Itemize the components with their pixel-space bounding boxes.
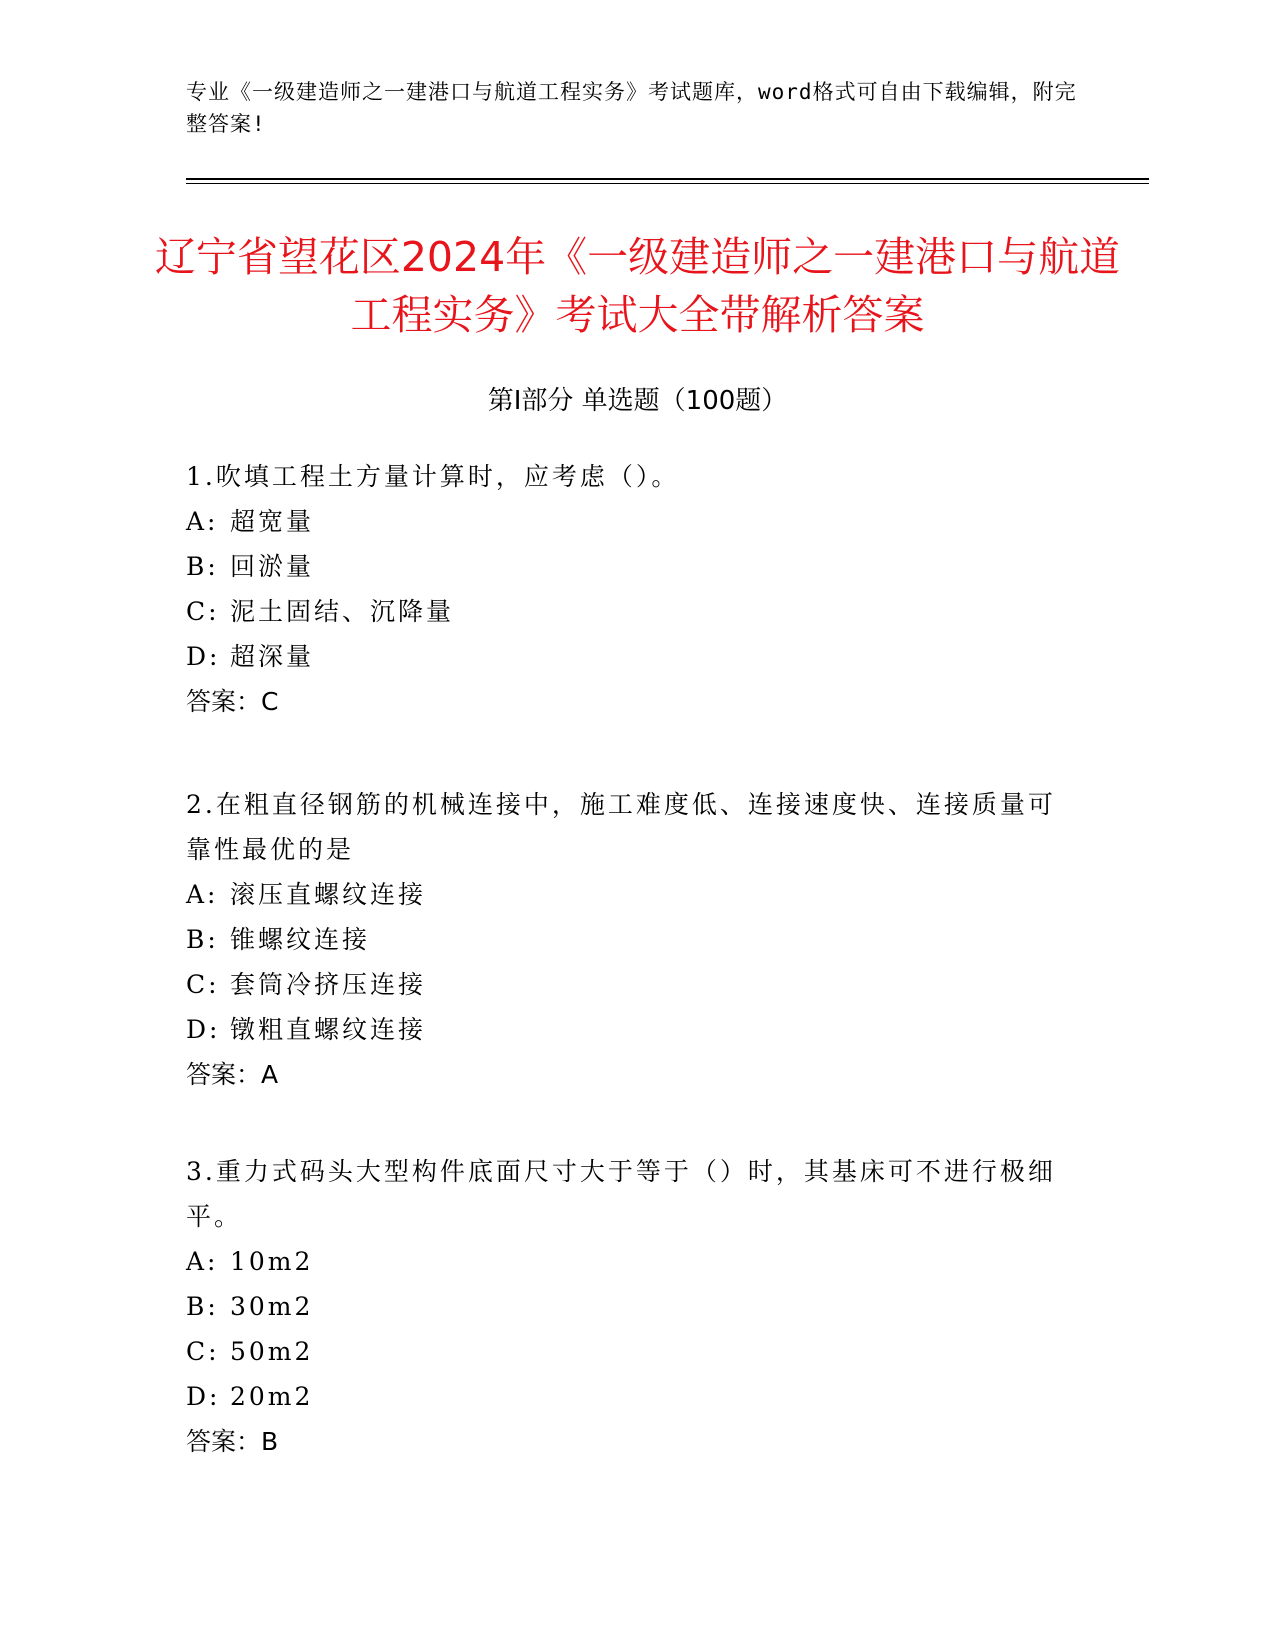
option-a (186, 872, 1066, 917)
answer: 答案：C (186, 687, 279, 716)
option-letter: C: (186, 970, 220, 999)
option-a (186, 499, 1066, 544)
document-title: 辽宁省望花区2024年《一级建造师之一建港口与航道工程实务》考试大全带解析答案 (154, 233, 1121, 339)
header-divider-thin (186, 183, 1149, 184)
option-c (186, 589, 1066, 634)
option-b (186, 917, 1066, 962)
option-d (186, 634, 1066, 679)
option-text: 50m2 (230, 1337, 314, 1366)
option-text: 滚压直螺纹连接 (230, 880, 427, 909)
option-letter: B: (186, 925, 219, 954)
option-text: 回淤量 (230, 552, 315, 581)
option-letter: D: (186, 1382, 221, 1411)
option-letter: D: (186, 642, 221, 671)
option-letter: A: (186, 507, 219, 536)
option-b (186, 1284, 1066, 1329)
option-text: 30m2 (230, 1292, 314, 1321)
question-2 (186, 782, 1066, 1097)
section-title: 第Ⅰ部分 单选题（100题） (487, 386, 788, 416)
option-text: 镦粗直螺纹连接 (230, 1015, 427, 1044)
option-letter: A: (186, 1247, 219, 1276)
option-text: 超深量 (230, 642, 315, 671)
option-text: 套筒冷挤压连接 (230, 970, 427, 999)
option-text: 20m2 (230, 1382, 314, 1411)
option-c (186, 1329, 1066, 1374)
option-d (186, 1007, 1066, 1052)
question-3 (186, 1149, 1066, 1464)
option-letter: C: (186, 597, 220, 626)
option-b (186, 544, 1066, 589)
option-letter: D: (186, 1015, 221, 1044)
header-divider-thick (186, 178, 1149, 180)
option-d (186, 1374, 1066, 1419)
option-text: 10m2 (230, 1247, 314, 1276)
header-note: 专业《一级建造师之一建港口与航道工程实务》考试题库，word格式可自由下载编辑，附完整答案! (186, 80, 1077, 136)
option-letter: C: (186, 1337, 220, 1366)
option-text: 泥土固结、沉降量 (230, 597, 455, 626)
question-text: 2.在粗直径钢筋的机械连接中，施工难度低、连接速度快、连接质量可靠性最优的是 (186, 790, 1056, 864)
question-1 (186, 454, 1066, 724)
option-a (186, 1239, 1066, 1284)
option-letter: B: (186, 1292, 219, 1321)
option-text: 超宽量 (230, 507, 315, 536)
option-letter: B: (186, 552, 219, 581)
option-text: 锥螺纹连接 (230, 925, 371, 954)
answer: 答案：B (186, 1427, 279, 1456)
question-text: 1.吹填工程土方量计算时，应考虑（）。 (186, 462, 680, 491)
option-letter: A: (186, 880, 219, 909)
option-c (186, 962, 1066, 1007)
question-text: 3.重力式码头大型构件底面尺寸大于等于（）时，其基床可不进行极细平。 (186, 1157, 1056, 1231)
answer: 答案：A (186, 1060, 279, 1089)
